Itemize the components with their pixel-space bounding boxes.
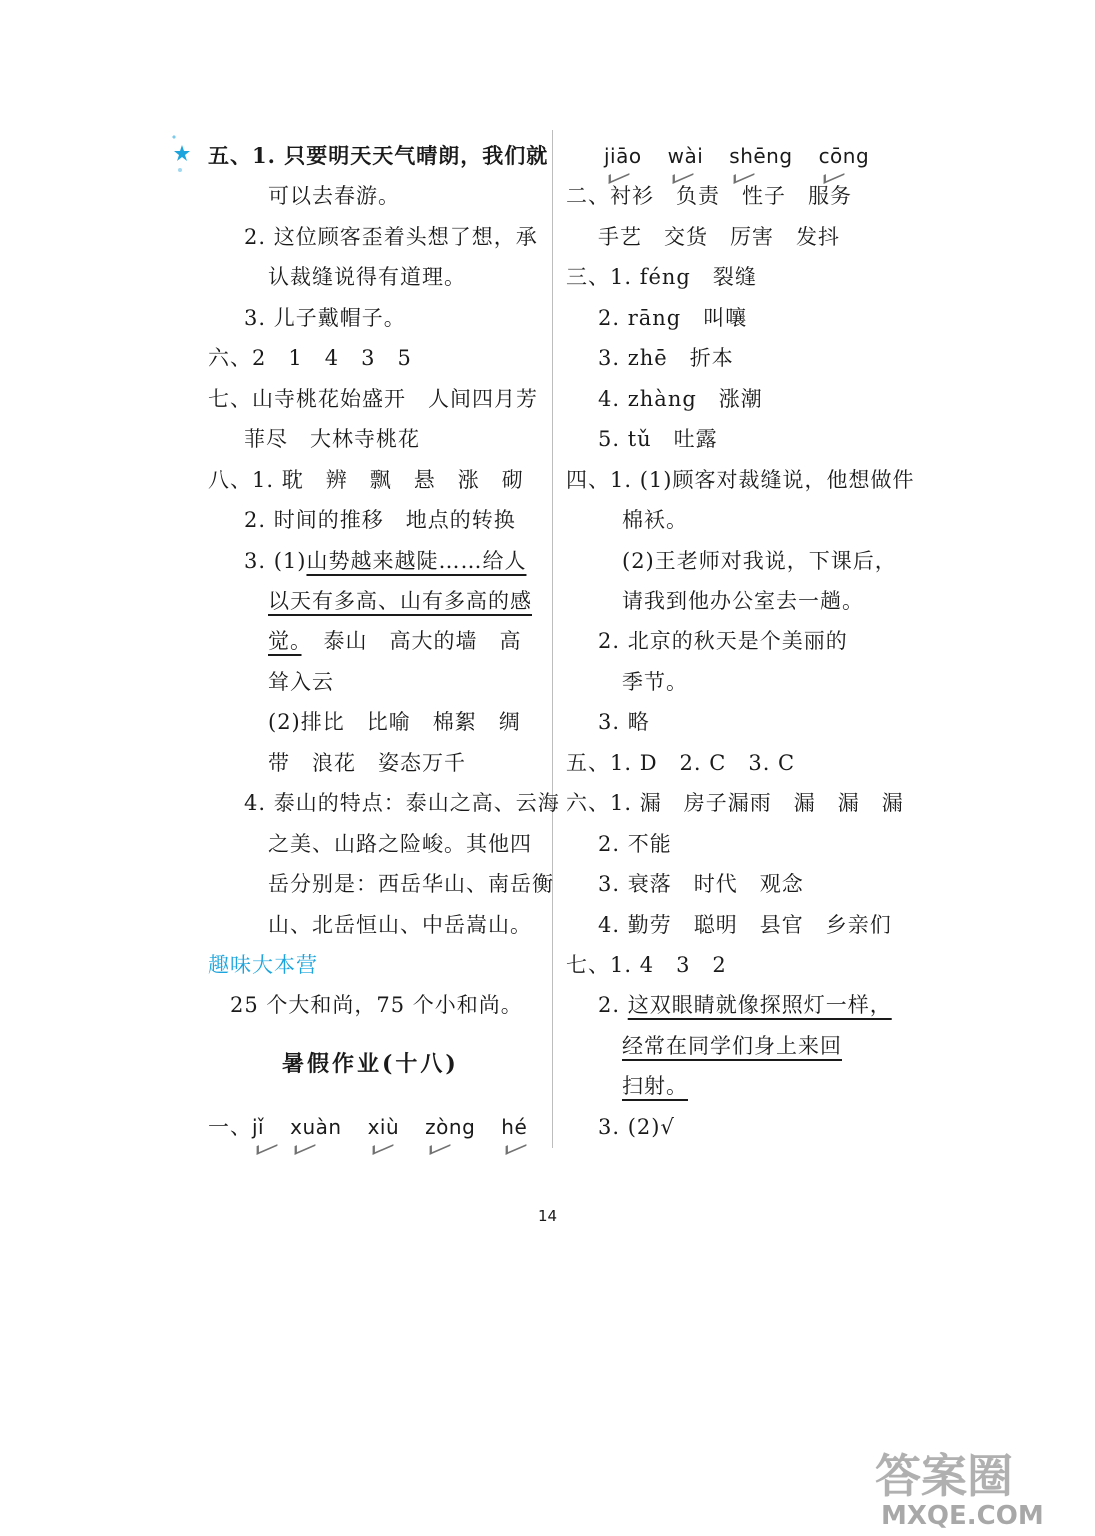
underlined-text: 这双眼睛就像探照灯一样， <box>627 993 892 1017</box>
svg-text:答案圈: 答案圈 <box>875 1449 1013 1503</box>
answer-line: 2. rāng 叫嚷 <box>598 306 748 330</box>
star-icon <box>168 135 196 175</box>
answer-line: 七、1. 4 3 2 <box>566 953 727 977</box>
underlined-text: 以天有多高、山有多高的感 <box>268 589 532 613</box>
underlined-text: 经常在同学们身上来回 <box>622 1034 842 1058</box>
answer-line: 2. 北京的秋天是个美丽的 <box>598 629 848 653</box>
pinyin-syllable: hé <box>501 1115 528 1139</box>
answer-line: 4. 泰山的特点：泰山之高、云海 <box>244 791 560 815</box>
watermark-logo-icon <box>871 1438 1081 1530</box>
answer-line: 八、1. 耽 辨 飘 悬 涨 砌 <box>208 468 524 492</box>
answer-line: 七、山寺桃花始盛开 人间四月芳 <box>208 387 538 411</box>
answer-line: 3. 儿子戴帽子。 <box>244 306 406 330</box>
pinyin-syllable: jǐ <box>252 1115 265 1139</box>
pinyin-list <box>252 1115 553 1139</box>
answer-line: 之美、山路之险峻。其他四 <box>268 832 532 856</box>
answer-line: 手艺 交货 厉害 发抖 <box>598 225 840 249</box>
underlined-text: 觉。 <box>268 629 302 653</box>
answer-line <box>598 991 892 1019</box>
answer-line: 山、北岳恒山、中岳嵩山。 <box>268 913 532 937</box>
answer-line: 季节。 <box>622 670 688 694</box>
answer-line: 棉袄。 <box>622 508 688 532</box>
answer-line: 2. 不能 <box>598 832 672 856</box>
answer-line <box>244 547 526 575</box>
answer-text: 泰山 高大的墙 高 <box>301 629 522 653</box>
answer-line: (2)排比 比喻 棉絮 绸 <box>268 710 521 734</box>
answer-line: 5. tǔ 吐露 <box>598 427 718 451</box>
answer-prefix: 一、 <box>208 1115 252 1139</box>
answer-prefix: 3. (1) <box>244 549 307 573</box>
answer-line: 4. zhàng 涨潮 <box>598 387 763 411</box>
answer-line <box>208 1113 553 1141</box>
answer-line: 3. 略 <box>598 710 650 734</box>
answer-line: 25 个大和尚，75 个小和尚。 <box>230 993 523 1017</box>
answer-line: 3. 衰落 时代 观念 <box>598 872 804 896</box>
answer-line: 4. 勤劳 聪明 县官 乡亲们 <box>598 913 892 937</box>
answer-line <box>622 1072 688 1100</box>
pinyin-syllable: shēng <box>729 144 793 168</box>
answer-line: 五、1. D 2. C 3. C <box>566 751 796 775</box>
answer-line: 五、1. 只要明天天气晴朗，我们就 <box>208 143 549 168</box>
answer-line <box>622 1032 842 1060</box>
column-divider <box>552 130 553 1148</box>
answer-line: 岳分别是：西岳华山、南岳衡 <box>268 872 554 896</box>
answer-line: 二、衬衫 负责 性子 服务 <box>566 184 852 208</box>
underlined-text: 扫射。 <box>622 1074 688 1098</box>
answer-prefix: 2. <box>598 993 628 1017</box>
pinyin-syllable: jiāo <box>604 144 642 168</box>
answer-line: 带 浪花 姿态万千 <box>268 751 466 775</box>
pinyin-syllable: zòng <box>425 1115 476 1139</box>
section-title: 暑假作业(十八) <box>282 1051 459 1077</box>
answer-line: 耸入云 <box>268 670 334 694</box>
pinyin-syllable: xuàn <box>290 1115 342 1139</box>
answer-line: 2. 这位顾客歪着头想了想，承 <box>244 225 538 249</box>
answer-line <box>268 627 522 655</box>
answer-line: (2)王老师对我说，下课后， <box>622 549 897 573</box>
answer-line: 四、1. (1)顾客对裁缝说，他想做件 <box>566 468 915 492</box>
pinyin-list <box>604 144 895 168</box>
pinyin-syllable: xiù <box>367 1115 400 1139</box>
answer-line: 三、1. féng 裂缝 <box>566 265 757 289</box>
answer-line: 六、2 1 4 3 5 <box>208 346 412 370</box>
section-heading-fun: 趣味大本营 <box>208 953 318 977</box>
page-number: 14 <box>537 1207 558 1225</box>
pinyin-syllable: wài <box>667 144 704 168</box>
answer-line <box>268 587 532 615</box>
answer-line: 3. zhē 折本 <box>598 346 734 370</box>
answer-line: 可以去春游。 <box>268 184 400 208</box>
underlined-text: 山势越来越陡……给人 <box>306 549 527 573</box>
answer-line: 认裁缝说得有道理。 <box>268 265 466 289</box>
svg-text:MXQE.COM: MXQE.COM <box>881 1501 1044 1530</box>
answer-line: 菲尽 大林寺桃花 <box>244 427 420 451</box>
answer-line: 六、1. 漏 房子漏雨 漏 漏 漏 <box>566 791 904 815</box>
answer-line: 3. (2)√ <box>598 1115 675 1139</box>
answer-line: 2. 时间的推移 地点的转换 <box>244 508 516 532</box>
answer-line <box>604 142 895 170</box>
answer-line: 请我到他办公室去一趟。 <box>622 589 864 613</box>
pinyin-syllable: cōng <box>818 144 870 168</box>
